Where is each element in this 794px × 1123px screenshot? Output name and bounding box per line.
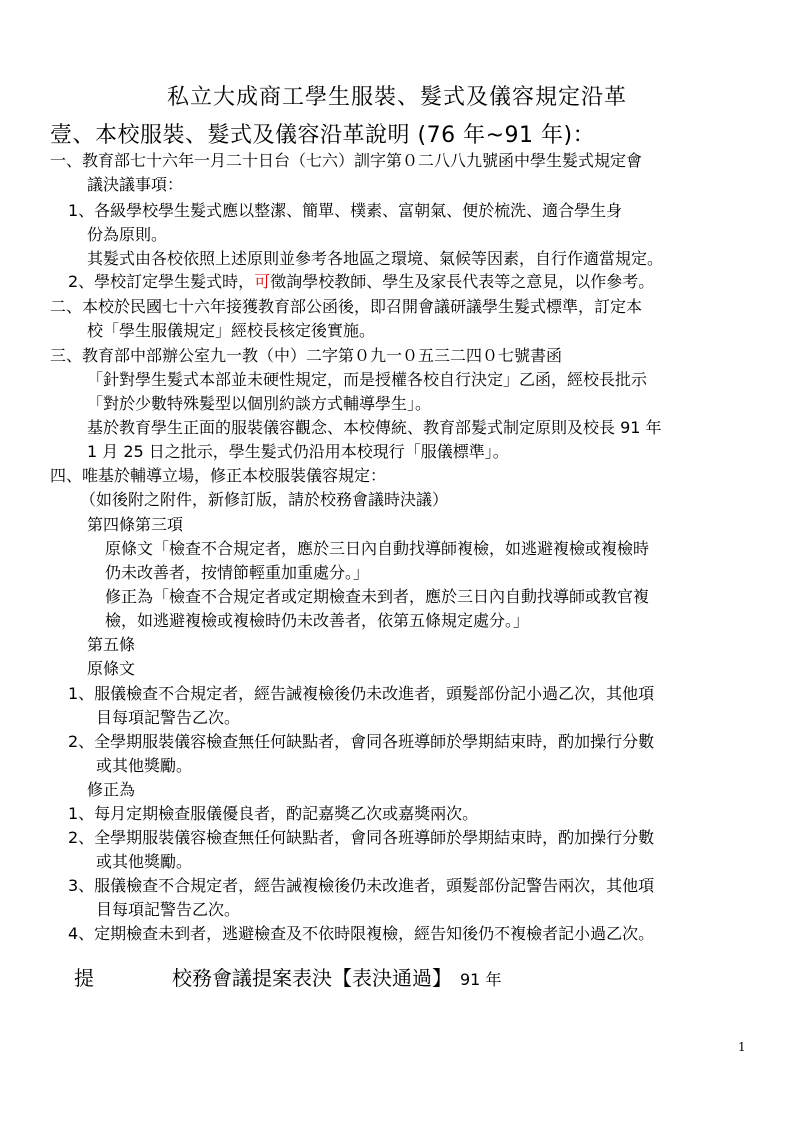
item-4-line-1: 四、唯基於輔導立場，修正本校服裝儀容規定： xyxy=(50,466,387,485)
subitem-2 xyxy=(68,271,654,293)
section-heading: 壹、本校服裝、髮式及儀容沿革說明 (76 年~91 年)： xyxy=(50,123,596,148)
revised-item-3-line-1: 3、服儀檢查不合規定者，經告誡複檢後仍未改進者，頭髮部份記警告兩次，其他項 xyxy=(68,876,655,895)
original-item-2-line-1: 2、全學期服裝儀容檢查無任何缺點者，會同各班導師於學期結束時，酌加操行分數 xyxy=(68,732,655,751)
original-item-2-line-2: 或其他獎勵。 xyxy=(96,756,193,775)
subitem-2-highlight: 可 xyxy=(254,272,271,291)
item-4-note: （如後附之附件，新修訂版，請於校務會議時決議） xyxy=(80,490,449,509)
document-title: 私立大成商工學生服裝、髮式及儀容規定沿革 xyxy=(166,85,627,110)
footer-proposal-label: 提 xyxy=(74,966,94,990)
article-4-revised-line-1: 修正為「檢查不合規定者或定期檢查未到者，應於三日內自動找導師或教官複 xyxy=(105,587,650,606)
article-5-revised-label: 修正為 xyxy=(87,780,136,799)
article-4-revised-line-2: 檢，如逃避複檢或複檢時仍未改善者，依第五條規定處分。」 xyxy=(105,611,530,630)
revised-item-4: 4、定期檢查未到者，逃避檢查及不依時限複檢，經告知後仍不複檢者記小過乙次。 xyxy=(68,924,655,943)
item-3-line-5: 1 月 25 日之批示，學生髮式仍沿用本校現行「服儀標準」。 xyxy=(87,442,509,461)
article-4-original-line-2: 仍未改善者，按情節輕重加重處分。」 xyxy=(105,563,370,582)
subitem-1-line-2: 份為原則。 xyxy=(87,225,168,244)
original-item-1-line-1: 1、服儀檢查不合規定者，經告誡複檢後仍未改進者，頭髮部份記小過乙次，其他項 xyxy=(68,684,655,703)
motion-footer xyxy=(74,962,501,991)
article-4-heading: 第四條第三項 xyxy=(87,515,184,534)
item-1-line-1: 一、教育部七十六年一月二十日台（七六）訓字第０二八八九號函中學生髮式規定會 xyxy=(50,151,643,170)
revised-item-3-line-2: 目每項記警告乙次。 xyxy=(96,900,241,919)
item-3-line-3: 「對於少數特殊髮型以個別約談方式輔導學生」。 xyxy=(87,394,432,413)
original-item-1-line-2: 目每項記警告乙次。 xyxy=(96,708,241,727)
subitem-1-line-1: 1、各級學校學生髮式應以整潔、簡單、樸素、富朝氣、便於梳洗、適合學生身 xyxy=(68,201,623,220)
item-2-line-2: 校「學生服儀規定」經校長核定後實施。 xyxy=(87,321,376,340)
page-number: 1 xyxy=(738,1040,746,1054)
article-4-original-line-1: 原條文「檢查不合規定者，應於三日內自動找導師複檢，如逃避複檢或複檢時 xyxy=(105,539,650,558)
article-5-original-label: 原條文 xyxy=(87,659,136,678)
item-1-line-2: 議決議事項： xyxy=(87,175,184,194)
subitem-2-suffix: 徵詢學校教師、學生及家長代表等之意見，以作參考。 xyxy=(270,272,655,291)
subitem-2-prefix: 2、學校訂定學生髮式時， xyxy=(68,272,255,291)
subitem-1-note: 其髮式由各校依照上述原則並參考各地區之環境、氣候等因素，自行作適當規定。 xyxy=(87,249,664,268)
footer-motion-text: 校務會議提案表決【表決通過】 xyxy=(172,966,452,990)
item-3-line-2: 「針對學生髮式本部並未硬性規定，而是授權各校自行決定」乙函，經校長批示 xyxy=(87,370,648,389)
article-5-heading: 第五條 xyxy=(87,635,136,654)
revised-item-1: 1、每月定期檢查服儀優良者，酌記嘉獎乙次或嘉獎兩次。 xyxy=(68,804,479,823)
item-3-line-4: 基於教育學生正面的服裝儀容觀念、本校傳統、教育部髮式制定原則及校長 91 年 xyxy=(87,418,662,437)
revised-item-2-line-2: 或其他獎勵。 xyxy=(96,852,193,871)
item-2-line-1: 二、本校於民國七十六年接獲教育部公函後，即召開會議研議學生髮式標準，訂定本 xyxy=(50,297,643,316)
item-3-line-1: 三、教育部中部辦公室九一教（中）二字第０九一０五三二四０七號書函 xyxy=(50,346,563,365)
footer-year: 91 年 xyxy=(460,970,502,989)
revised-item-2-line-1: 2、全學期服裝儀容檢查無任何缺點者，會同各班導師於學期結束時，酌加操行分數 xyxy=(68,828,655,847)
